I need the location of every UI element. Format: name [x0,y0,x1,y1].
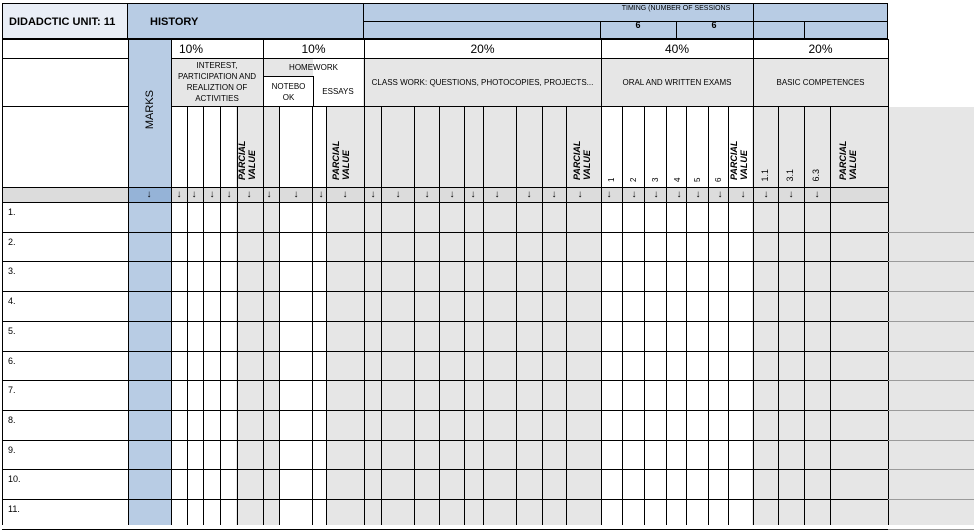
student-row-label: 7. [8,385,16,396]
grid-line [203,107,204,525]
timing-value-1: 6 [635,20,641,30]
exam-number [712,166,724,182]
percent-classwork: 20% [470,42,495,56]
grid-line [2,380,888,381]
competence-number-text: 3.1 [785,169,795,182]
grid-line [2,469,888,470]
down-arrow-icon: ↓ [293,189,299,200]
student-row-label: 8. [8,414,16,425]
title-notebook: NOTEBO OK [271,82,306,102]
student-row-label: 11. [8,504,20,514]
grid-line [381,107,382,525]
grid-line [171,107,172,525]
grid-line [888,321,974,322]
down-arrow-icon: ↓ [209,189,215,200]
grid-line [464,107,465,525]
unit-cell [2,3,128,39]
marks-label [128,80,171,140]
grid-line [313,76,314,106]
down-arrow-icon: ↓ [370,189,376,200]
subject-cell [128,3,364,39]
grid-line [622,107,623,525]
grid-line [888,469,974,470]
down-arrow-icon: ↓ [577,189,583,200]
grid-line [128,39,129,107]
grid-line [2,39,888,40]
grid-line [279,107,280,525]
down-arrow-icon: ↓ [788,189,794,200]
down-arrow-icon: ↓ [631,189,637,200]
partial-value-competences-text: PARCIAL VALUE [838,140,858,180]
grid-line [753,107,754,525]
grid-line [888,440,974,441]
grid-line [2,321,888,322]
partial-value-classwork [570,112,596,180]
subject-label: HISTORY [150,16,199,28]
grid-line [263,39,264,107]
grid-line [644,107,645,525]
competence-number [810,160,822,182]
grid-line [888,291,974,292]
grid-line [804,107,805,525]
student-row-label: 1. [8,207,16,217]
grid-line [888,499,974,500]
grid-line [728,107,729,525]
down-arrow-icon: ↓ [318,189,324,200]
grid-line [263,107,264,525]
grid-line [414,107,415,525]
down-arrow-icon: ↓ [191,189,197,200]
down-arrow-icon: ↓ [246,189,252,200]
grid-line [2,410,888,411]
grid-line [2,58,128,59]
grid-line [778,107,779,525]
grid-line [708,107,709,525]
exam-number [649,166,661,182]
partial-value-interest [237,112,259,180]
down-arrow-icon: ↓ [494,189,500,200]
grid-line [888,107,889,525]
grid-line [676,21,677,39]
grid-line [483,107,484,525]
student-row-label: 10. [8,474,21,485]
down-arrow-icon: ↓ [470,189,476,200]
grid-line [264,76,313,77]
grid-line [312,107,313,525]
percent-interest: 10% [178,42,204,56]
down-arrow-icon: ↓ [717,189,723,200]
partial-value-interest-text: PARCIAL VALUE [237,140,257,180]
down-arrow-icon: ↓ [176,189,182,200]
title-interest: INTEREST, PARTICIPATION AND REALIZTION OF ACTIVITIES [177,61,257,103]
down-arrow-icon: ↓ [146,189,152,200]
partial-value-exams-text: PARCIAL VALUE [729,140,749,180]
down-arrow-icon: ↓ [676,189,682,200]
down-arrow-icon: ↓ [449,189,455,200]
title-homework: HOMEWORK [289,63,338,72]
down-arrow-icon: ↓ [342,189,348,200]
competence-number [784,160,796,182]
exam-number-text: 3 [650,177,660,182]
grid-line [542,107,543,525]
grid-line [753,3,754,39]
grid-line [2,202,888,203]
grid-line [2,107,3,525]
grid-line [888,261,974,262]
grid-line [601,39,602,107]
exam-number-text: 1 [606,177,616,182]
percent-homework: 10% [301,42,326,56]
grid-line [187,107,188,525]
exam-number [627,166,639,182]
grid-line [888,380,974,381]
grid-line [516,107,517,525]
right-extension [888,107,974,525]
grid-line [666,107,667,525]
grid-line [600,21,601,39]
competence-number-text: 1.1 [760,169,770,182]
down-arrow-icon: ↓ [226,189,232,200]
grid-line [364,21,888,22]
grid-line [171,39,172,107]
grid-line [888,410,974,411]
exam-number-text: 6 [713,177,723,182]
grid-line [2,499,888,500]
exam-number [671,166,683,182]
grid-line [2,440,888,441]
percent-competences: 20% [808,42,833,56]
down-arrow-icon: ↓ [653,189,659,200]
grid-line [753,39,754,107]
down-arrow-icon: ↓ [424,189,430,200]
down-arrow-icon: ↓ [606,189,612,200]
exam-number [605,166,617,182]
down-arrow-icon: ↓ [526,189,532,200]
down-arrow-icon: ↓ [266,189,272,200]
competence-number [759,160,771,182]
grid-line [237,107,238,525]
percent-exams: 40% [664,42,690,56]
grid-line [2,187,888,188]
grid-line [888,351,974,352]
grid-line [2,261,888,262]
exam-number-text: 5 [692,177,702,182]
student-row-label: 4. [8,296,16,307]
partial-value-exams [728,112,752,180]
student-row-label: 5. [8,325,16,336]
grid-line [830,107,831,525]
grid-line [439,107,440,525]
grid-line [128,107,129,525]
exam-number [691,166,703,182]
grid-line [686,107,687,525]
student-row-label: 3. [8,266,16,277]
grid-line [2,232,888,233]
partial-value-homework [331,112,353,180]
grid-line [2,351,888,352]
grid-line [364,107,365,525]
timing-value-2: 6 [711,20,717,30]
grid-line [171,58,888,59]
col-notebook-data [279,107,326,525]
grid-line [566,107,567,525]
student-row-label: 6. [8,355,16,366]
down-arrow-icon: ↓ [740,189,746,200]
marks-label-text: MARKS [143,90,156,130]
title-essays: ESSAYS [322,87,354,96]
exam-number-text: 2 [628,177,638,182]
down-arrow-icon: ↓ [695,189,701,200]
grid-line [888,232,974,233]
grid-line [804,21,805,39]
competence-number-text: 6.3 [811,169,821,182]
partial-value-competences [836,112,862,180]
title-exams: ORAL AND WRITTEN EXAMS [622,78,732,87]
down-arrow-icon: ↓ [814,189,820,200]
timing-label: TIMING (NUMBER OF SESSIONS [621,5,731,12]
student-row-label: 2. [8,236,16,247]
down-arrow-icon: ↓ [551,189,557,200]
down-arrow-icon: ↓ [763,189,769,200]
partial-value-classwork-text: PARCIAL VALUE [572,140,592,180]
unit-label: DIDADCTIC UNIT: 11 [9,16,116,28]
grid-line [220,107,221,525]
grid-line [326,107,327,525]
title-competences: BASIC COMPETENCES [776,78,865,87]
grid-line [2,106,128,107]
title-classwork: CLASS WORK: QUESTIONS, PHOTOCOPIES, PROJECTS... [371,78,594,87]
grid-line [2,291,888,292]
student-row-label: 9. [8,444,16,455]
subheader-row [2,58,128,106]
partial-value-homework-text: PARCIAL VALUE [331,140,351,180]
grid-line [364,39,365,107]
exam-number-text: 4 [672,177,682,182]
down-arrow-icon: ↓ [395,189,401,200]
grid-line [601,107,602,525]
